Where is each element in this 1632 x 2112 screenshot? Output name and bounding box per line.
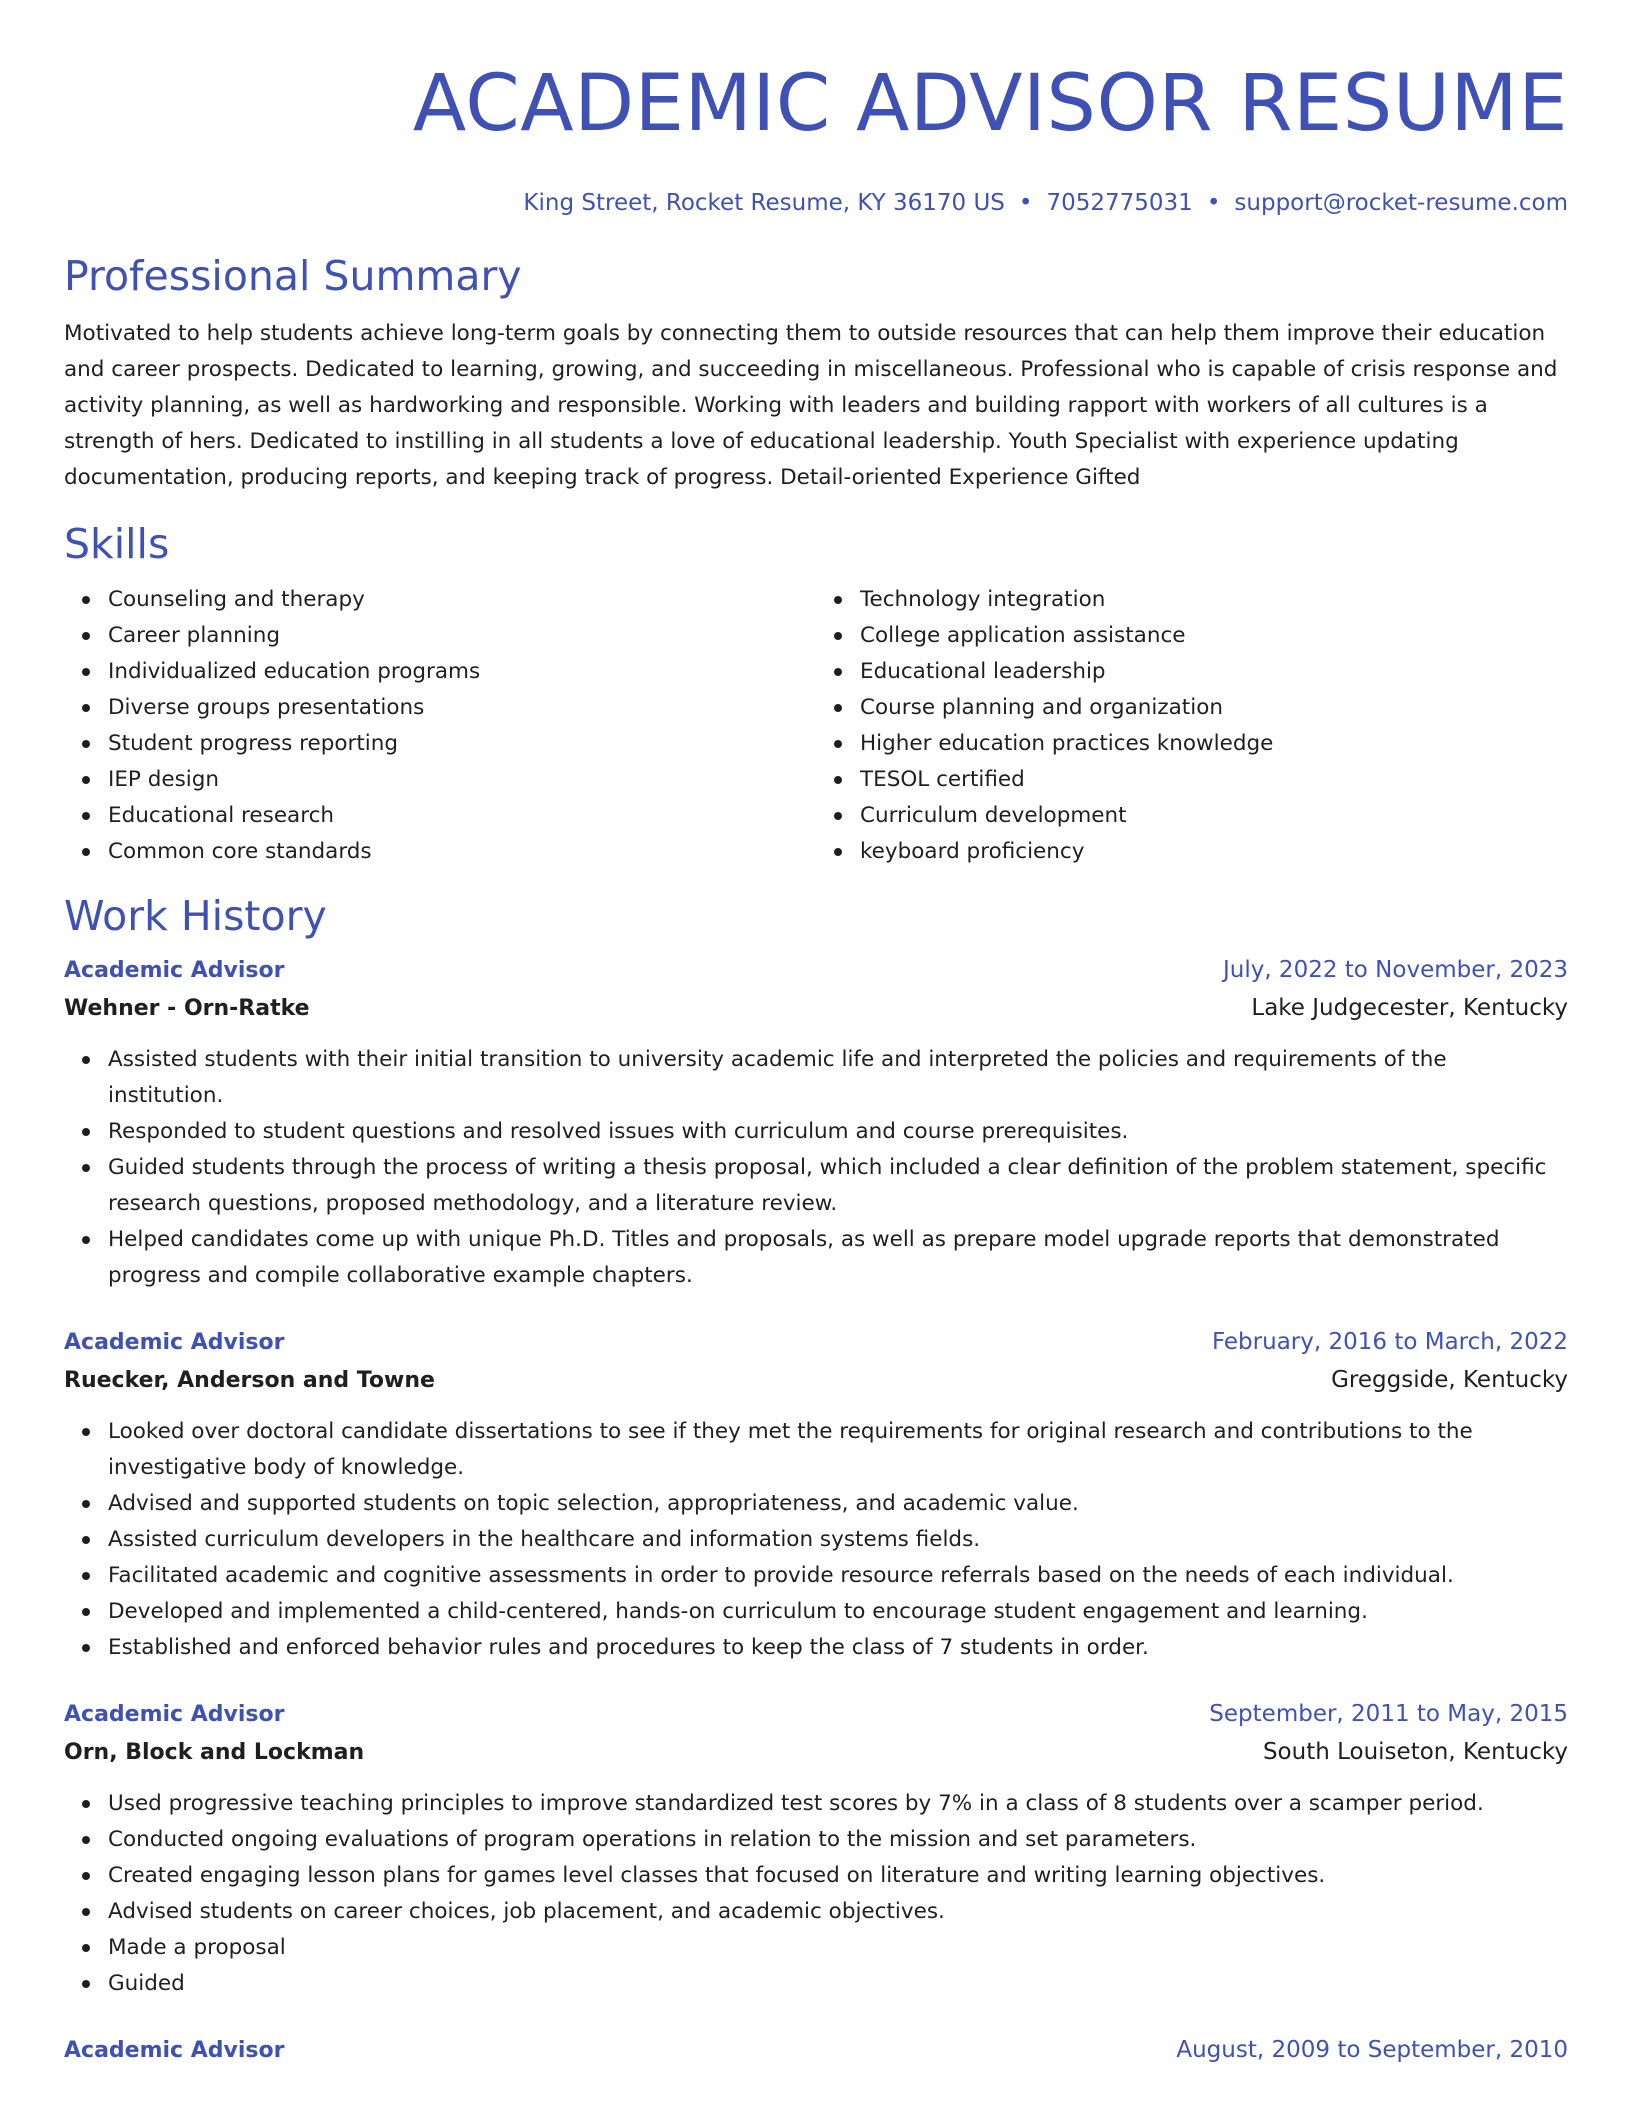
job-dates: August, 2009 to September, 2010 xyxy=(1176,2037,1568,2063)
skills-columns xyxy=(64,582,1568,870)
job-bullet: Conducted ongoing evaluations of program operations in relation to the mission and set parameters. xyxy=(108,1822,1568,1858)
job-company-row xyxy=(64,1361,1568,1400)
job-bullet: Used progressive teaching principles to improve standardized test scores by 7% in a class of 8 students over a scamper period. xyxy=(108,1786,1568,1822)
skill-item: Diverse groups presentations xyxy=(108,690,816,726)
job-dates: September, 2011 to May, 2015 xyxy=(1209,1701,1568,1727)
skill-item: Individualized education programs xyxy=(108,654,816,690)
job-company-row xyxy=(64,989,1568,1028)
job-entry xyxy=(64,1324,1568,1666)
job-bullet: Helped candidates come up with unique Ph.D. Titles and proposals, as well as prepare model upgrade reports that demonstrated progress and compile collaborative example chapters. xyxy=(108,1222,1568,1294)
job-title: Academic Advisor xyxy=(64,2038,285,2063)
job-bullet: Made a proposal xyxy=(108,1930,1568,1966)
job-dates: February, 2016 to March, 2022 xyxy=(1211,1329,1568,1355)
contact-separator: • xyxy=(1206,190,1221,216)
work-history-section xyxy=(64,890,1568,2069)
job-company: Wehner - Orn-Ratke xyxy=(64,996,310,1021)
job-bullet: Assisted students with their initial transition to university academic life and interpreted the policies and requirements of the institution. xyxy=(108,1042,1568,1114)
skill-item: Educational leadership xyxy=(860,654,1568,690)
job-company: Ruecker, Anderson and Towne xyxy=(64,1368,435,1393)
job-bullet: Guided students through the process of writing a thesis proposal, which included a clear definition of the problem statement, specific research questions, proposed methodology, and a literature review. xyxy=(108,1150,1568,1222)
skills-list-left xyxy=(64,582,816,870)
job-bullet: Developed and implemented a child-centered, hands-on curriculum to encourage student engagement and learning. xyxy=(108,1594,1568,1630)
job-bullet: Looked over doctoral candidate dissertations to see if they met the requirements for original research and contributions to the investigative body of knowledge. xyxy=(108,1414,1568,1486)
job-bullet: Guided xyxy=(108,1966,1568,2002)
job-bullet: Facilitated academic and cognitive assessments in order to provide resource referrals based on the needs of each individual. xyxy=(108,1558,1568,1594)
skill-item: Educational research xyxy=(108,798,816,834)
skill-item: College application assistance xyxy=(860,618,1568,654)
job-bullets xyxy=(64,1042,1568,1294)
skill-item: Counseling and therapy xyxy=(108,582,816,618)
section-heading-skills: Skills xyxy=(64,520,170,568)
job-company-row xyxy=(64,1733,1568,1772)
job-company: Orn, Block and Lockman xyxy=(64,1740,365,1765)
skill-item: keyboard proficiency xyxy=(860,834,1568,870)
job-bullet: Responded to student questions and resolved issues with curriculum and course prerequisites. xyxy=(108,1114,1568,1150)
job-header-row xyxy=(64,1696,1568,1733)
job-dates: July, 2022 to November, 2023 xyxy=(1222,957,1568,983)
job-location: South Louiseton, Kentucky xyxy=(1262,1739,1568,1765)
skill-item: Career planning xyxy=(108,618,816,654)
job-title: Academic Advisor xyxy=(64,1702,285,1727)
summary-text: Motivated to help students achieve long-term goals by connecting them to outside resources that can help them improve their education and career prospects. Dedicated to learning, growing, and succeeding in miscellaneous. Professional who is capable of crisis response and activity planning, as well as hardworking and responsible. Working with leaders and building rapport with workers of all cultures is a strength of hers. Dedicated to instilling in all students a love of educational leadership. Youth Specialist with experience updating documentation, producing reports, and keeping track of progress. Detail-oriented Experience Gifted xyxy=(64,321,1558,490)
skill-item: Student progress reporting xyxy=(108,726,816,762)
job-entry xyxy=(64,952,1568,1294)
job-entry xyxy=(64,2032,1568,2069)
skill-item: TESOL certified xyxy=(860,762,1568,798)
skill-item: Higher education practices knowledge xyxy=(860,726,1568,762)
job-title: Academic Advisor xyxy=(64,1330,285,1355)
job-entry xyxy=(64,1696,1568,2002)
job-bullet: Advised students on career choices, job placement, and academic objectives. xyxy=(108,1894,1568,1930)
section-heading-summary: Professional Summary xyxy=(64,252,522,300)
job-location: Lake Judgecester, Kentucky xyxy=(1251,995,1568,1021)
contact-line xyxy=(64,188,1568,218)
section-heading-work-history: Work History xyxy=(64,892,327,940)
contact-email: support@rocket-resume.com xyxy=(1234,190,1568,216)
job-header-row xyxy=(64,952,1568,989)
skill-item: Common core standards xyxy=(108,834,816,870)
professional-summary-section xyxy=(64,250,1568,496)
contact-phone: 7052775031 xyxy=(1046,190,1193,216)
job-bullet: Established and enforced behavior rules and procedures to keep the class of 7 students in order. xyxy=(108,1630,1568,1666)
skill-item: Technology integration xyxy=(860,582,1568,618)
job-bullet: Created engaging lesson plans for games level classes that focused on literature and writing learning objectives. xyxy=(108,1858,1568,1894)
job-header-row xyxy=(64,1324,1568,1361)
skill-item: IEP design xyxy=(108,762,816,798)
contact-separator: • xyxy=(1018,190,1033,216)
resume-header xyxy=(64,0,1568,218)
resume-title: ACADEMIC ADVISOR RESUME xyxy=(412,59,1568,149)
job-location: Greggside, Kentucky xyxy=(1331,1367,1568,1393)
skill-item: Curriculum development xyxy=(860,798,1568,834)
skill-item: Course planning and organization xyxy=(860,690,1568,726)
job-bullet: Assisted curriculum developers in the healthcare and information systems fields. xyxy=(108,1522,1568,1558)
contact-address: King Street, Rocket Resume, KY 36170 US xyxy=(523,190,1005,216)
job-bullets xyxy=(64,1786,1568,2002)
job-title: Academic Advisor xyxy=(64,958,285,983)
job-header-row xyxy=(64,2032,1568,2069)
job-bullet: Advised and supported students on topic selection, appropriateness, and academic value. xyxy=(108,1486,1568,1522)
skills-list-right xyxy=(816,582,1568,870)
job-bullets xyxy=(64,1414,1568,1666)
skills-section xyxy=(64,518,1568,870)
